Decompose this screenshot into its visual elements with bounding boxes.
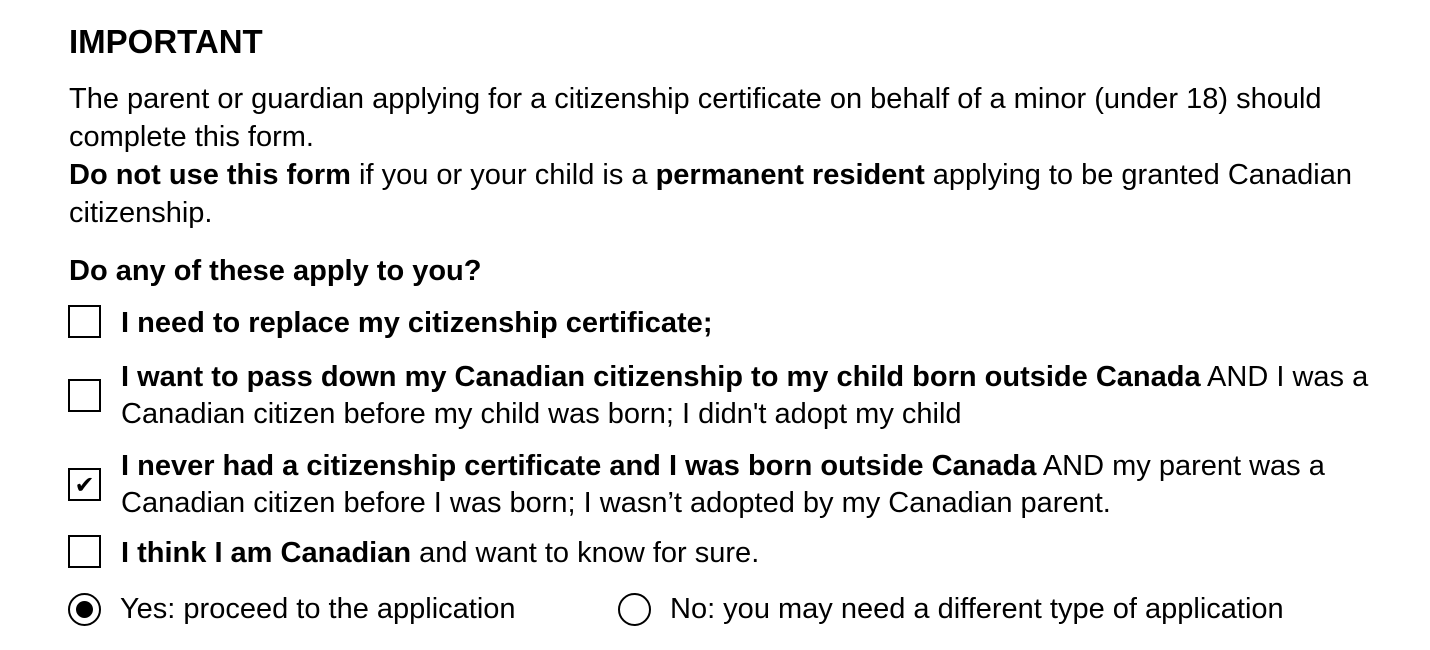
checkbox-think-canadian[interactable] xyxy=(68,535,101,568)
warning-text-2: applying to be granted Canadian citizenship. xyxy=(69,159,1353,229)
option-replace-certificate xyxy=(68,305,1421,342)
intro-section xyxy=(69,80,1409,232)
option-label xyxy=(121,535,1421,572)
option-label-bold: I think I am Canadian xyxy=(121,537,412,569)
radio-selected-dot xyxy=(76,601,93,618)
option-label-bold: I need to replace my citizenship certificate; xyxy=(121,307,713,339)
option-think-canadian xyxy=(68,535,1421,572)
page-heading: IMPORTANT xyxy=(69,23,263,60)
option-label-text: AND my parent was a Canadian citizen before I was born; I wasn’t adopted by my Canadian parent. xyxy=(121,450,1325,519)
option-label xyxy=(121,448,1421,522)
checkbox-born-outside-canada[interactable]: ✔ xyxy=(68,468,101,501)
warning-bold-permanent-resident: permanent resident xyxy=(655,159,925,191)
option-label-text: AND I was a Canadian citizen before my child was born; I didn't adopt my child xyxy=(121,361,1369,430)
option-label xyxy=(121,359,1421,433)
option-label-bold: I never had a citizenship certificate and I was born outside Canada xyxy=(121,450,1037,482)
answer-yes[interactable] xyxy=(68,590,516,628)
option-label-bold: I want to pass down my Canadian citizenship to my child born outside Canada xyxy=(121,361,1201,393)
option-label-text: and want to know for sure. xyxy=(411,537,760,569)
checkbox-pass-down-citizenship[interactable] xyxy=(68,379,101,412)
option-label xyxy=(121,305,1421,342)
intro-text: The parent or guardian applying for a citizenship certificate on behalf of a minor (under 18) should complete this form. xyxy=(69,83,1322,153)
warning-text-1: if you or your child is a xyxy=(350,159,656,191)
radio-yes[interactable] xyxy=(68,593,101,626)
option-born-outside-canada xyxy=(68,448,1421,522)
radio-yes-label: Yes: proceed to the application xyxy=(120,593,516,625)
answer-no[interactable] xyxy=(618,590,1284,628)
radio-no[interactable] xyxy=(618,593,651,626)
checkbox-replace-certificate[interactable] xyxy=(68,305,101,338)
option-pass-down-citizenship xyxy=(68,359,1421,433)
intro-warning xyxy=(69,156,1409,232)
question-heading: Do any of these apply to you? xyxy=(69,255,482,287)
radio-no-label: No: you may need a different type of application xyxy=(670,593,1284,625)
warning-bold-do-not-use: Do not use this form xyxy=(69,159,351,191)
